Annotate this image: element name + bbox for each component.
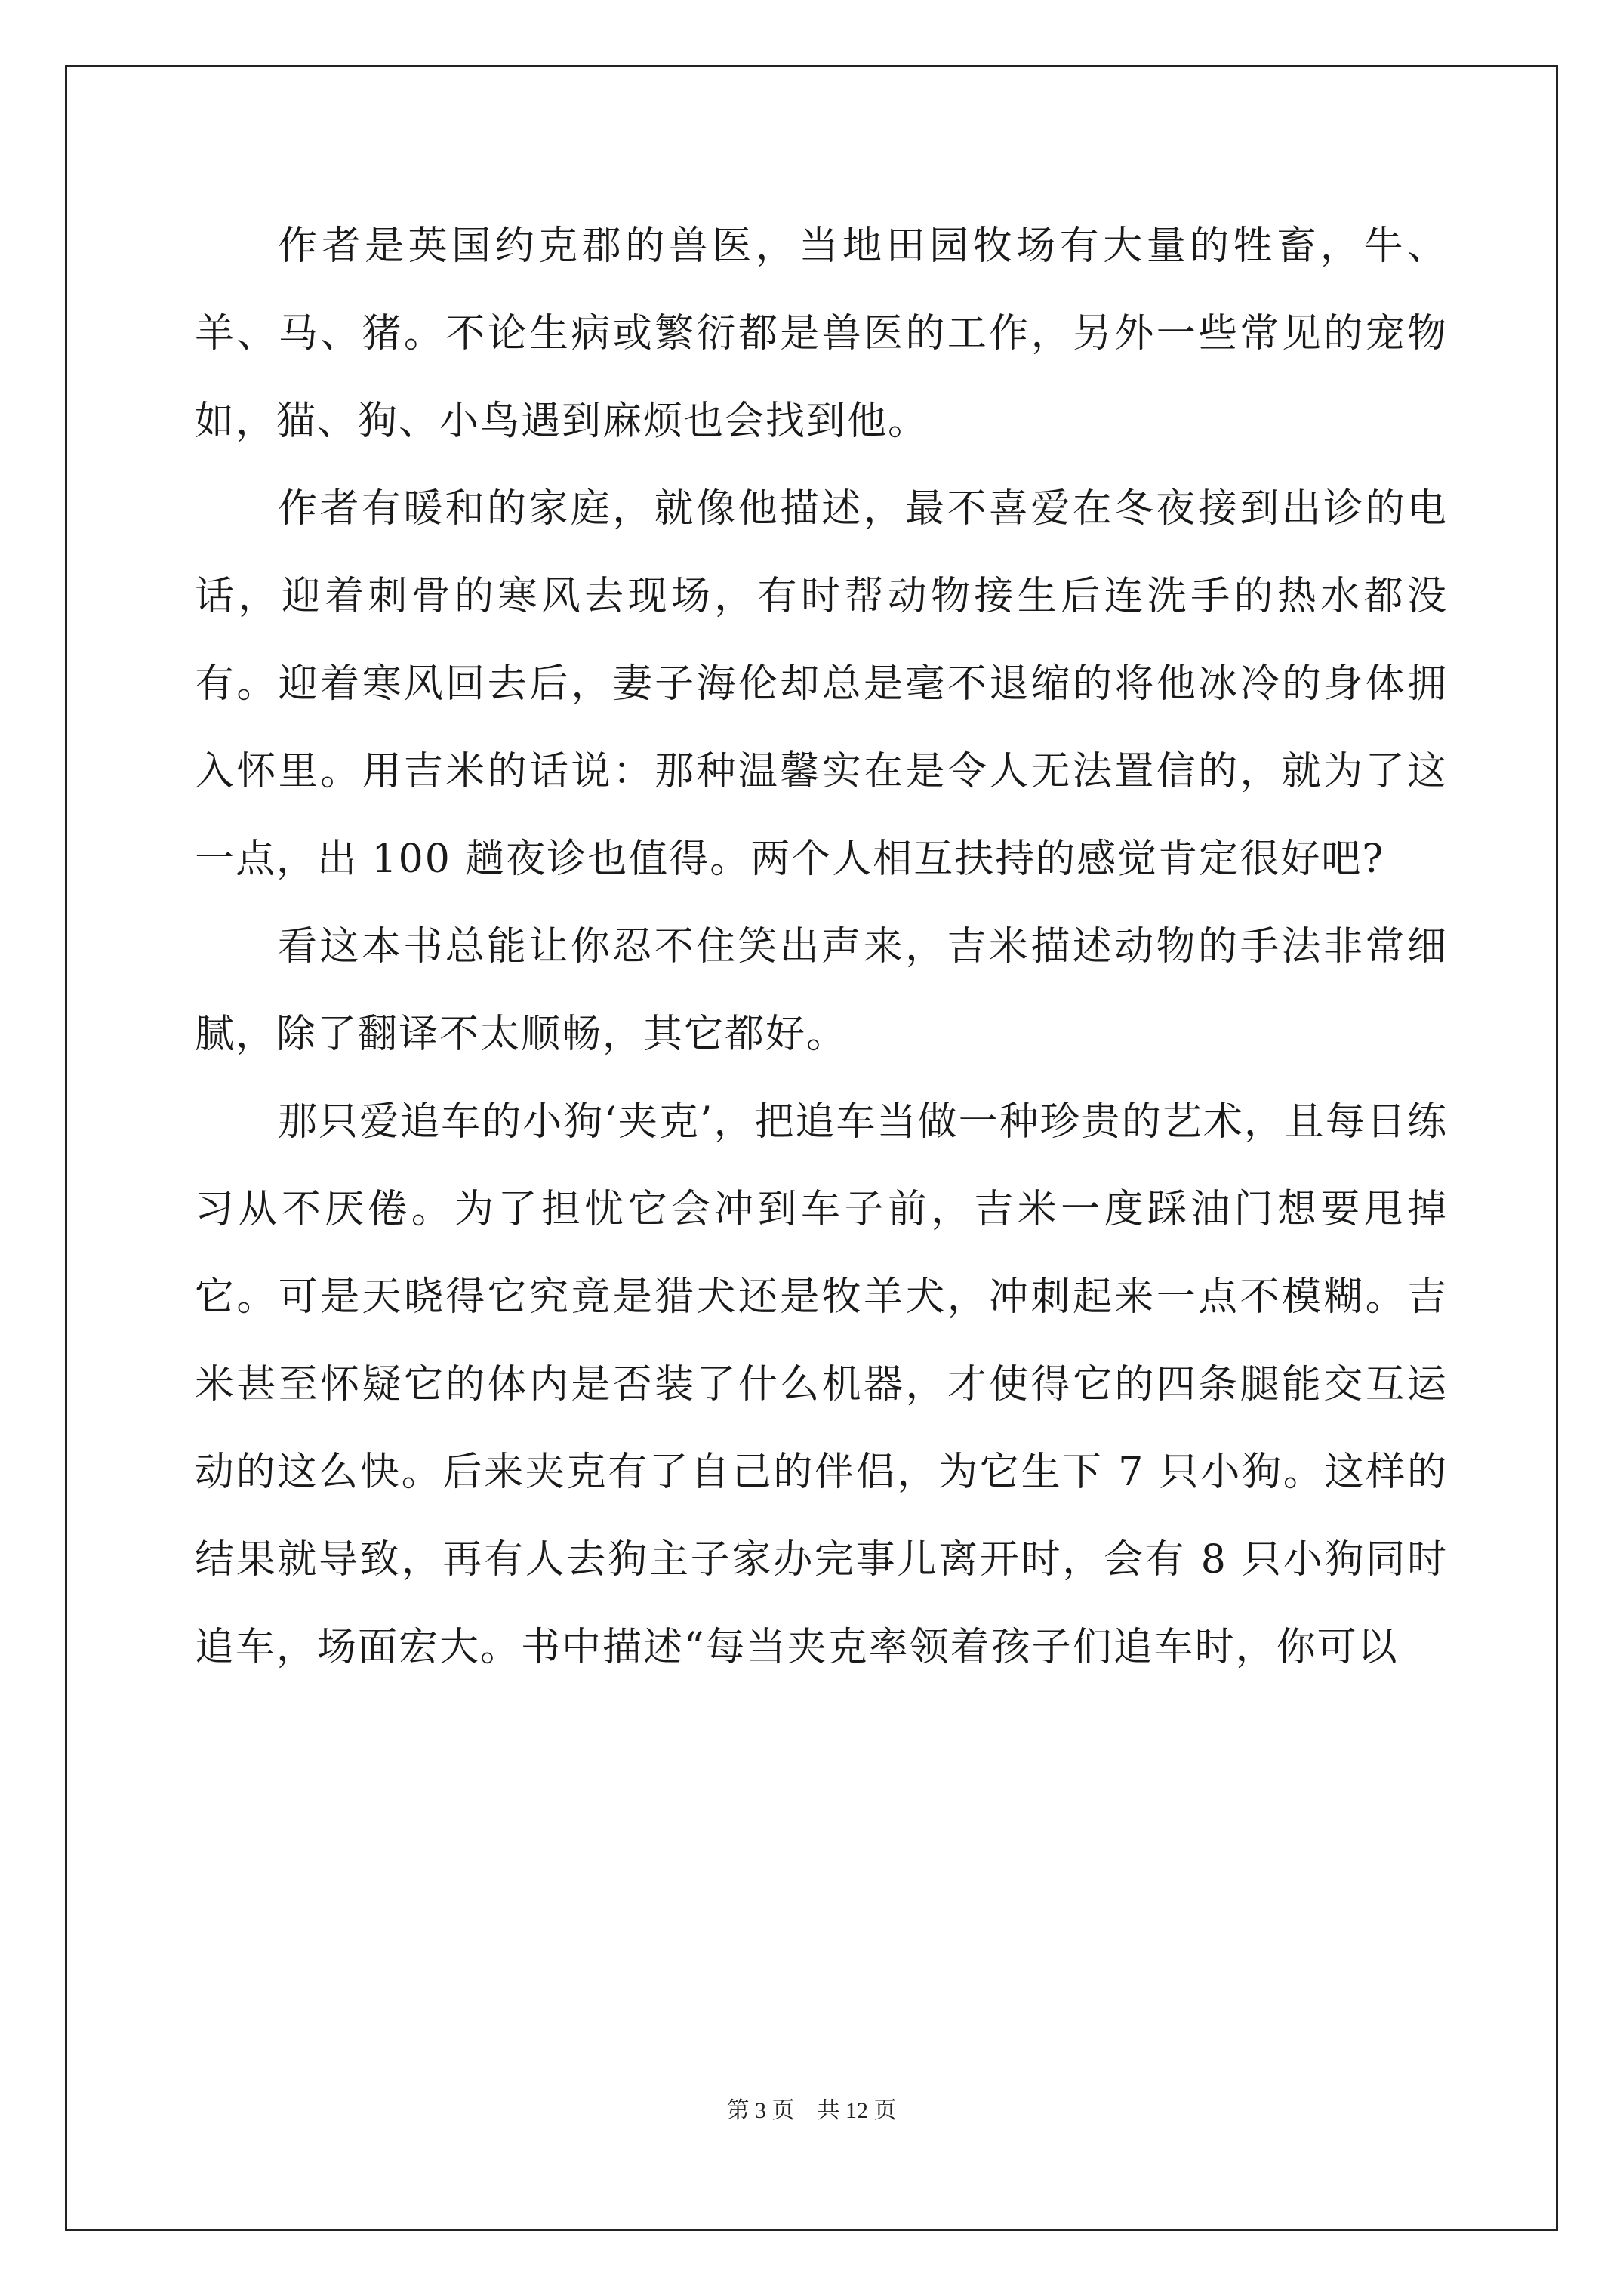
- paragraph-4: 那只爱追车的小狗‘夹克’，把追车当做一种珍贵的艺术，且每日练习从不厌倦。为了担忧它会冲到车子前，吉米一度踩油门想要甩掉它。可是天晓得它究竟是猎犬还是牧羊犬，冲刺起来一点不模糊。吉米甚至怀疑它的体内是否装了什么机器，才使得它的四条腿能交互运动的这么快。后来夹克有了自己的伴侣，为它生下 7 只小狗。这样的结果就导致，再有人去狗主子家办完事儿离开时，会有 8 只小狗同时追车，场面宏大。书中描述“每当夹克率领着孩子们追车时，你可以: [195, 1099, 1448, 1670]
- document-body: [195, 202, 1448, 1691]
- paragraph-2: 作者有暖和的家庭，就像他描述，最不喜爱在冬夜接到出诊的电话，迎着刺骨的寒风去现场，有时帮动物接生后连洗手的热水都没有。迎着寒风回去后，妻子海伦却总是毫不退缩的将他冰冷的身体拥入怀里。用吉米的话说：那种温馨实在是令人无法置信的，就为了这一点，出 100 趟夜诊也值得。两个人相互扶持的感觉肯定很好吧?: [195, 486, 1448, 882]
- paragraph-3: 看这本书总能让你忍不住笑出声来，吉米描述动物的手法非常细腻，除了翻译不太顺畅，其它都好。: [195, 924, 1448, 1057]
- paragraph-1: 作者是英国约克郡的兽医，当地田园牧场有大量的牲畜，牛、羊、马、猪。不论生病或繁衍都是兽医的工作，另外一些常见的宠物如，猫、狗、小鸟遇到麻烦也会找到他。: [195, 223, 1448, 444]
- page-number-footer: 第 3 页 共 12 页: [726, 2098, 897, 2123]
